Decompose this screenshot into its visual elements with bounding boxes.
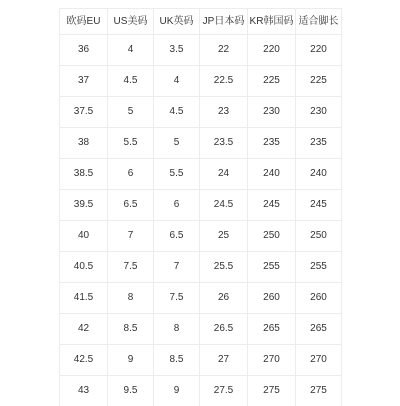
table-row <box>60 345 342 376</box>
foot-length-cell: 240 <box>296 159 342 190</box>
table-row <box>60 97 342 128</box>
table-row <box>60 159 342 190</box>
jp-size-cell: 24 <box>200 159 248 190</box>
table-row <box>60 221 342 252</box>
foot-length-cell: 270 <box>296 345 342 376</box>
eu-size-cell: 39.5 <box>60 190 108 221</box>
us-size-cell: 9 <box>108 345 154 376</box>
eu-size-cell: 38 <box>60 128 108 159</box>
us-size-cell: 6 <box>108 159 154 190</box>
foot-length-cell: 225 <box>296 66 342 97</box>
jp-size-cell: 23 <box>200 97 248 128</box>
uk-size-cell: 4 <box>154 66 200 97</box>
jp-size-cell: 25 <box>200 221 248 252</box>
jp-size-cell: 24.5 <box>200 190 248 221</box>
us-size-cell: 7.5 <box>108 252 154 283</box>
kr-size-cell: 220 <box>248 35 296 66</box>
us-size-cell: 9.5 <box>108 376 154 406</box>
eu-size-cell: 40.5 <box>60 252 108 283</box>
us-size-cell: 4.5 <box>108 66 154 97</box>
eu-size-cell: 36 <box>60 35 108 66</box>
uk-size-cell: 3.5 <box>154 35 200 66</box>
foot-length-cell: 275 <box>296 376 342 406</box>
uk-size-cell: 4.5 <box>154 97 200 128</box>
header-jp-size: JP日本码 <box>200 9 248 35</box>
kr-size-cell: 250 <box>248 221 296 252</box>
table-row <box>60 252 342 283</box>
uk-size-cell: 6 <box>154 190 200 221</box>
eu-size-cell: 40 <box>60 221 108 252</box>
jp-size-cell: 27.5 <box>200 376 248 406</box>
foot-length-cell: 250 <box>296 221 342 252</box>
header-us-size: US美码 <box>108 9 154 35</box>
uk-size-cell: 7 <box>154 252 200 283</box>
eu-size-cell: 42 <box>60 314 108 345</box>
kr-size-cell: 260 <box>248 283 296 314</box>
kr-size-cell: 245 <box>248 190 296 221</box>
foot-length-cell: 265 <box>296 314 342 345</box>
us-size-cell: 8.5 <box>108 314 154 345</box>
uk-size-cell: 8.5 <box>154 345 200 376</box>
jp-size-cell: 22 <box>200 35 248 66</box>
table-row <box>60 35 342 66</box>
uk-size-cell: 5.5 <box>154 159 200 190</box>
foot-length-cell: 220 <box>296 35 342 66</box>
uk-size-cell: 9 <box>154 376 200 406</box>
kr-size-cell: 230 <box>248 97 296 128</box>
foot-length-cell: 230 <box>296 97 342 128</box>
eu-size-cell: 38.5 <box>60 159 108 190</box>
jp-size-cell: 23.5 <box>200 128 248 159</box>
eu-size-cell: 42.5 <box>60 345 108 376</box>
table-row <box>60 128 342 159</box>
us-size-cell: 8 <box>108 283 154 314</box>
table-row <box>60 190 342 221</box>
us-size-cell: 7 <box>108 221 154 252</box>
jp-size-cell: 26 <box>200 283 248 314</box>
jp-size-cell: 25.5 <box>200 252 248 283</box>
eu-size-cell: 37.5 <box>60 97 108 128</box>
kr-size-cell: 265 <box>248 314 296 345</box>
kr-size-cell: 235 <box>248 128 296 159</box>
uk-size-cell: 5 <box>154 128 200 159</box>
kr-size-cell: 225 <box>248 66 296 97</box>
uk-size-cell: 6.5 <box>154 221 200 252</box>
us-size-cell: 5 <box>108 97 154 128</box>
uk-size-cell: 7.5 <box>154 283 200 314</box>
kr-size-cell: 270 <box>248 345 296 376</box>
kr-size-cell: 255 <box>248 252 296 283</box>
table-row <box>60 376 342 406</box>
us-size-cell: 6.5 <box>108 190 154 221</box>
header-uk-size: UK英码 <box>154 9 200 35</box>
foot-length-cell: 235 <box>296 128 342 159</box>
size-chart-header-row <box>60 9 342 35</box>
us-size-cell: 4 <box>108 35 154 66</box>
kr-size-cell: 240 <box>248 159 296 190</box>
eu-size-cell: 37 <box>60 66 108 97</box>
table-row <box>60 314 342 345</box>
jp-size-cell: 27 <box>200 345 248 376</box>
uk-size-cell: 8 <box>154 314 200 345</box>
header-eu-size: 欧码EU <box>60 9 108 35</box>
foot-length-cell: 260 <box>296 283 342 314</box>
jp-size-cell: 22.5 <box>200 66 248 97</box>
header-kr-size: KR韩国码 <box>248 9 296 35</box>
shoe-size-chart <box>59 8 342 406</box>
us-size-cell: 5.5 <box>108 128 154 159</box>
header-foot-length: 适合脚长 <box>296 9 342 35</box>
jp-size-cell: 26.5 <box>200 314 248 345</box>
eu-size-cell: 43 <box>60 376 108 406</box>
table-row <box>60 66 342 97</box>
kr-size-cell: 275 <box>248 376 296 406</box>
foot-length-cell: 245 <box>296 190 342 221</box>
eu-size-cell: 41.5 <box>60 283 108 314</box>
foot-length-cell: 255 <box>296 252 342 283</box>
table-row <box>60 283 342 314</box>
